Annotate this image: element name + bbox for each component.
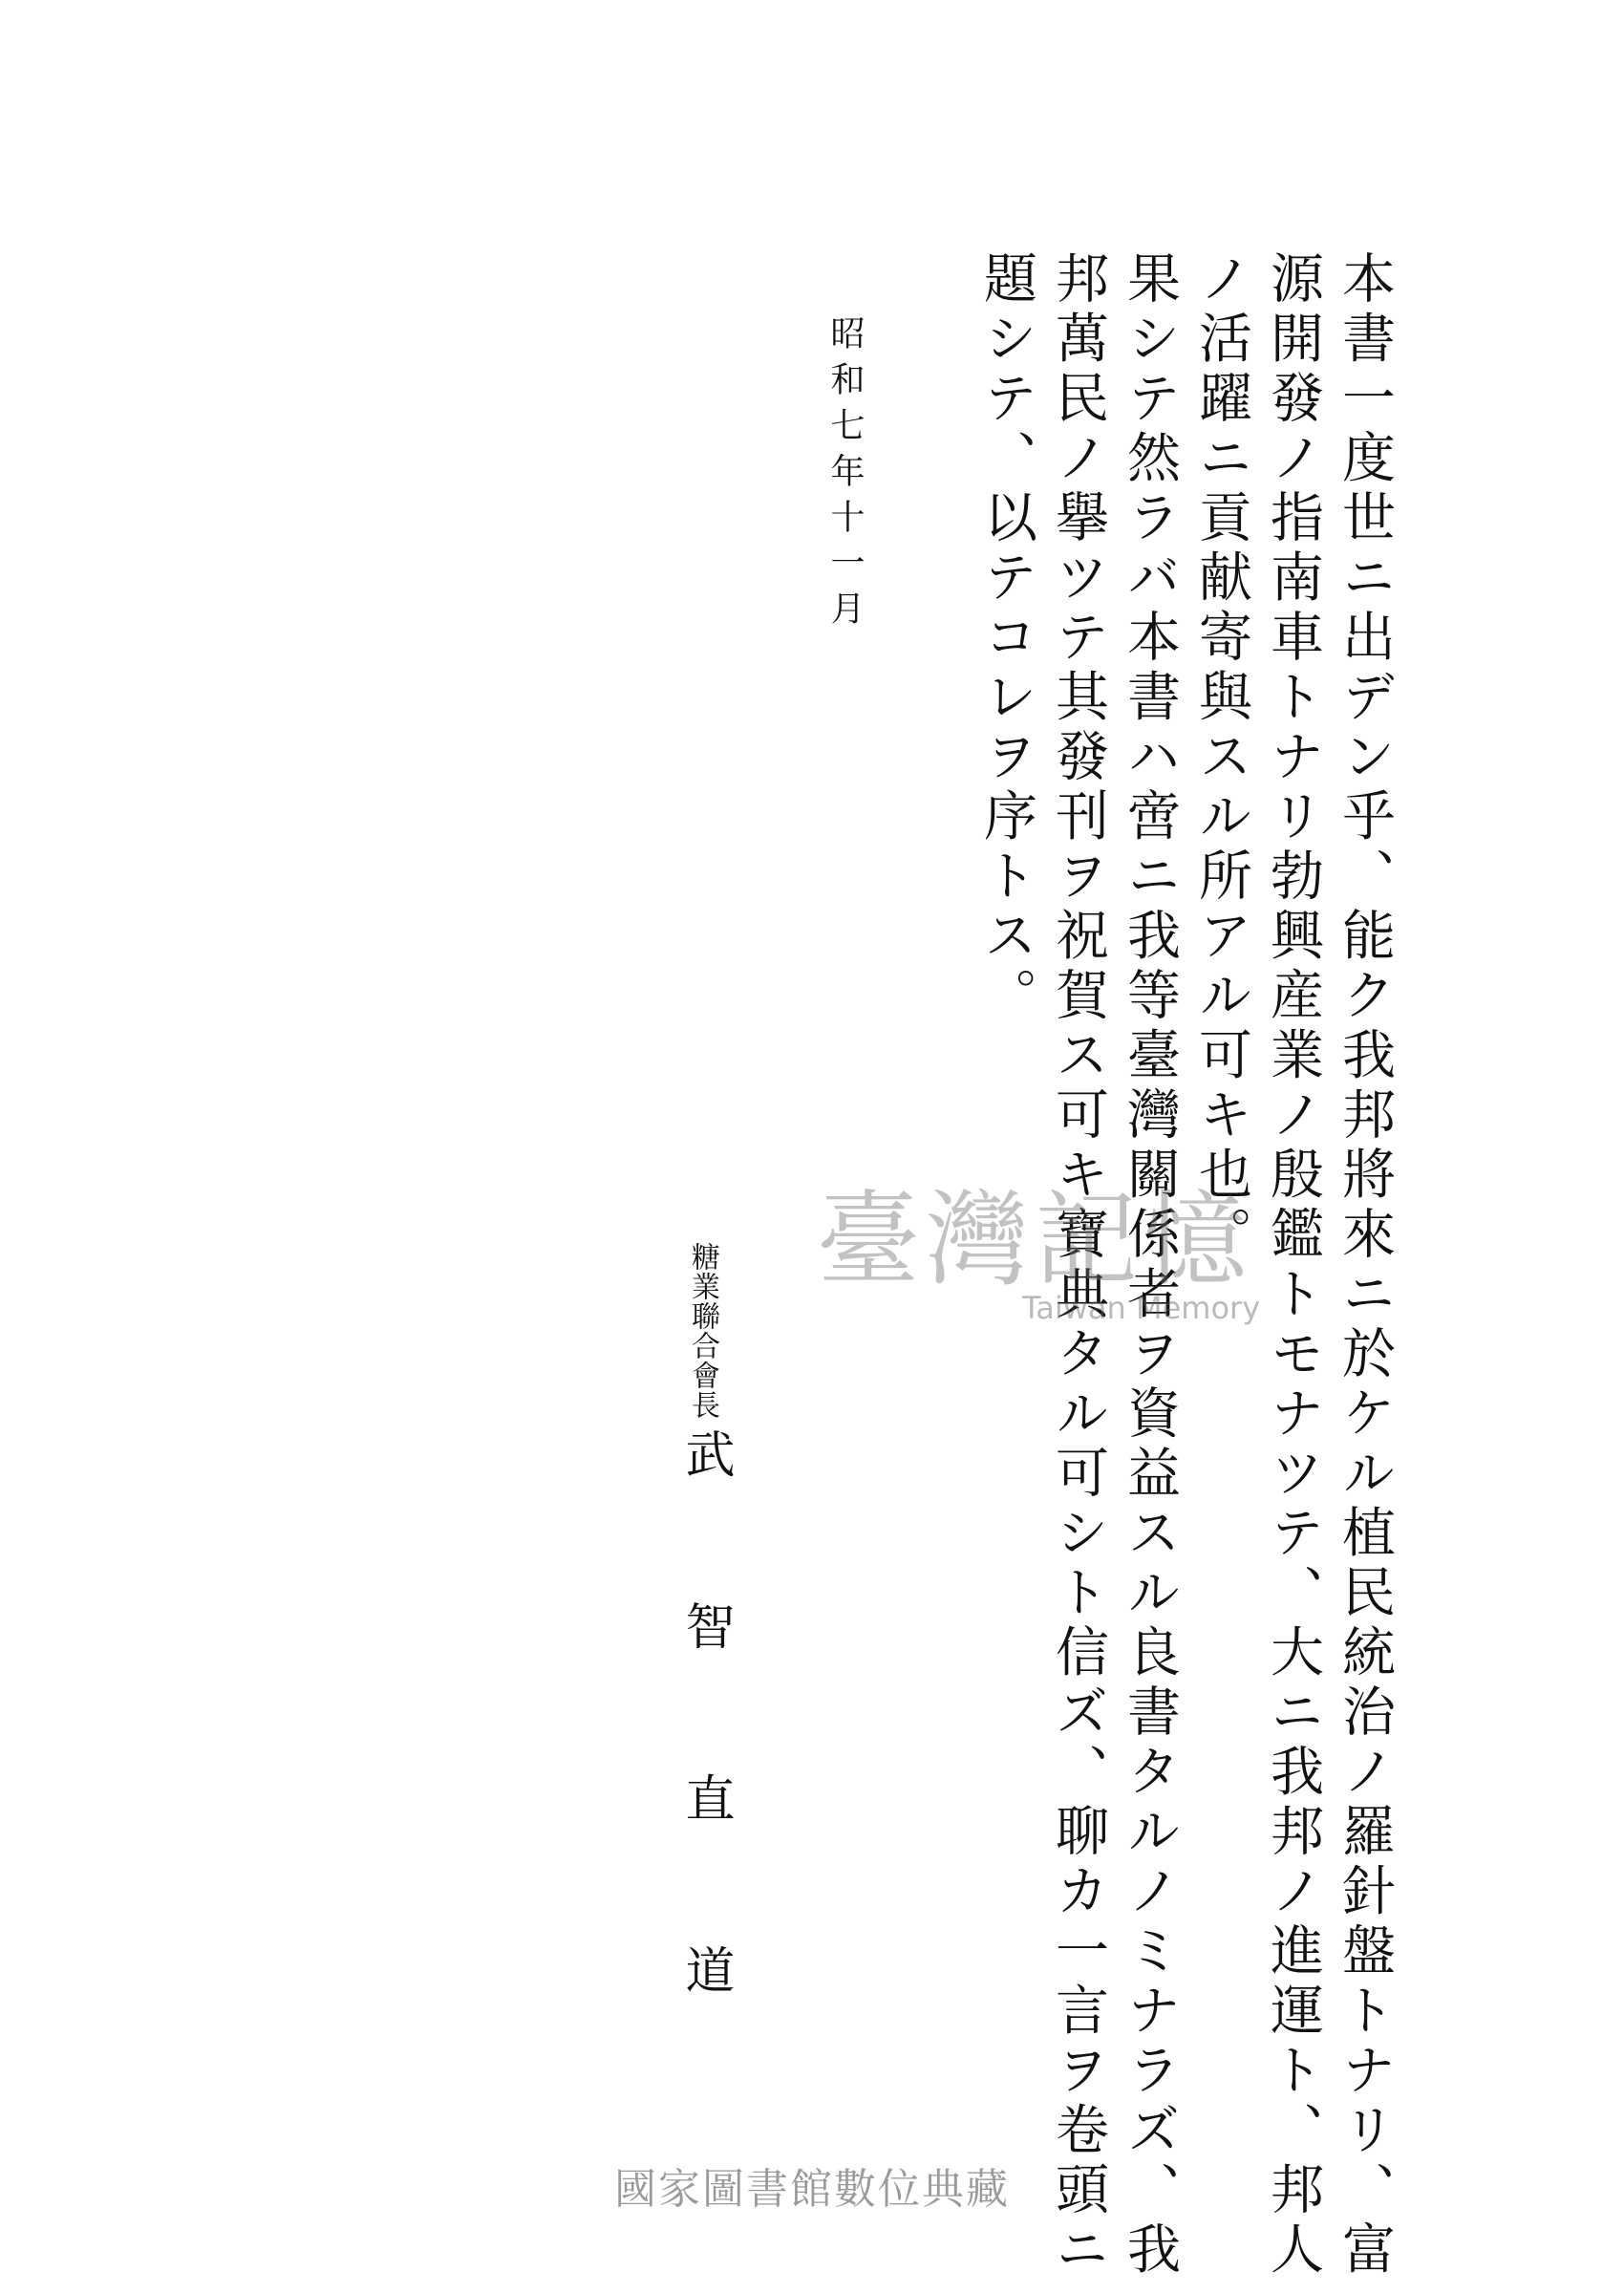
watermark-subtitle: Taiwan Memory xyxy=(1022,1290,1261,1326)
author-title: 糖業聯合會長 xyxy=(686,1242,719,1420)
body-column-5: 邦萬民ノ擧ツテ其發刊ヲ祝賀ス可キ寶典タル可シト信ズ、聊カ一言ヲ卷頭ニ xyxy=(1047,250,1109,2281)
taiwan-memory-watermark xyxy=(817,1181,1314,1342)
watermark-chars: 臺灣記憶 xyxy=(817,1181,1253,1300)
footer-collection-label: 國家圖書館數位典藏 xyxy=(614,2165,1010,2214)
body-column-1: 本書一度世ニ出デン乎、能ク我邦將來ニ於ケル植民統治ノ羅針盤トナリ、富 xyxy=(1334,250,1396,2281)
body-column-6: 題シテ、以テコレヲ序トス。 xyxy=(975,250,1037,1027)
author-name: 武智直道 xyxy=(676,1428,734,2116)
date-line: 昭和七年十一月 xyxy=(825,315,865,636)
body-column-3: ノ活躍ニ貢献寄與スル所アル可キ也。 xyxy=(1190,250,1252,1266)
body-column-2: 源開發ノ指南車トナリ勃興産業ノ殷鑑トモナツテ、大ニ我邦ノ進運ト、邦人 xyxy=(1262,250,1324,2281)
body-column-4: 果シテ然ラバ本書ハ啻ニ我等臺灣關係者ヲ資益スル良書タルノミナラズ、我 xyxy=(1119,250,1181,2281)
